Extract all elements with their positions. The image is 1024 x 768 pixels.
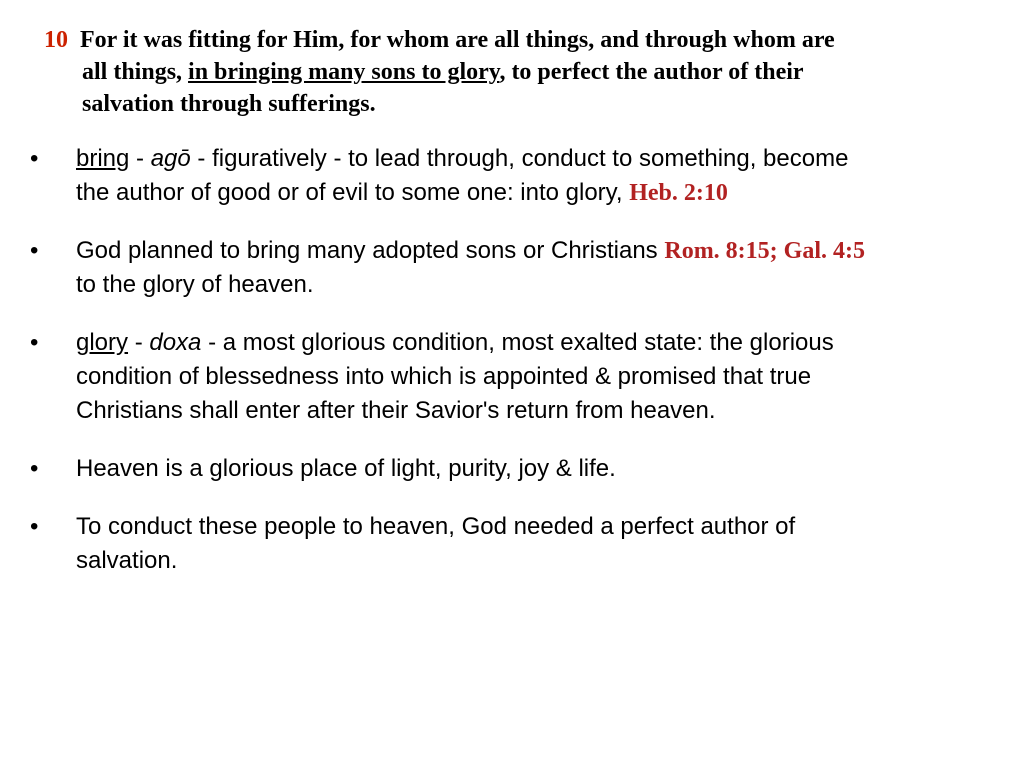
verse-block: [44, 24, 994, 120]
bullet-icon: •: [30, 237, 39, 264]
bullet-line: condition of blessedness into which is appointed & promised that true: [76, 363, 812, 390]
bullet-line: salvation.: [76, 547, 178, 574]
bullet-line: Heaven is a glorious place of light, purity, joy & life.: [76, 455, 616, 482]
verse-line-2: [44, 56, 994, 88]
definition-text: - a most glorious condition, most exalted state: the glorious: [201, 329, 834, 356]
verse-text: For it was fitting for Him, for whom are all things, and through whom are: [80, 27, 835, 53]
bullet-item-bring: [30, 142, 1005, 210]
bullet-icon: •: [30, 329, 39, 356]
separator: -: [128, 329, 150, 356]
definition-text: - figuratively - to lead through, conduct to something, become: [190, 145, 849, 172]
definition-text: the author of good or of evil to some one: into glory,: [76, 179, 630, 206]
verse-line-1: [44, 24, 994, 56]
bullet-line: to the glory of heaven.: [76, 271, 314, 298]
verse-number: 10: [44, 27, 68, 53]
verse-text: , to perfect the author of their: [499, 59, 804, 85]
bullet-line: Christians shall enter after their Savior's return from heaven.: [76, 397, 716, 424]
bullet-line: [76, 176, 1005, 210]
separator: -: [129, 145, 151, 172]
bullet-icon: •: [30, 145, 39, 172]
bullet-item-glory: [30, 326, 1005, 428]
verse-line-3: salvation through sufferings.: [82, 91, 376, 117]
bullet-item-author-of-salvation: [30, 510, 1005, 578]
bullet-list: [30, 142, 1005, 602]
term-glory: glory: [76, 329, 129, 356]
bullet-line: [76, 326, 1005, 360]
greek-word: doxa: [149, 329, 202, 356]
bullet-text: God planned to bring many adopted sons or Christians: [76, 237, 665, 264]
bullet-line: To conduct these people to heaven, God needed a perfect author of: [76, 513, 796, 540]
greek-word: agō: [150, 145, 191, 172]
verse-underlined-phrase: in bringing many sons to glory: [188, 59, 500, 85]
bullet-item-adopted-sons: [30, 234, 1005, 302]
bullet-line: [76, 142, 1005, 176]
scripture-reference: Rom. 8:15; Gal. 4:5: [664, 238, 865, 264]
bullet-icon: •: [30, 513, 39, 540]
verse-text: all things,: [82, 59, 189, 85]
bullet-item-heaven: [30, 452, 1005, 486]
scripture-reference: Heb. 2:10: [629, 180, 728, 206]
term-bring: bring: [76, 145, 130, 172]
bullet-icon: •: [30, 455, 39, 482]
bullet-line: [76, 234, 1005, 268]
